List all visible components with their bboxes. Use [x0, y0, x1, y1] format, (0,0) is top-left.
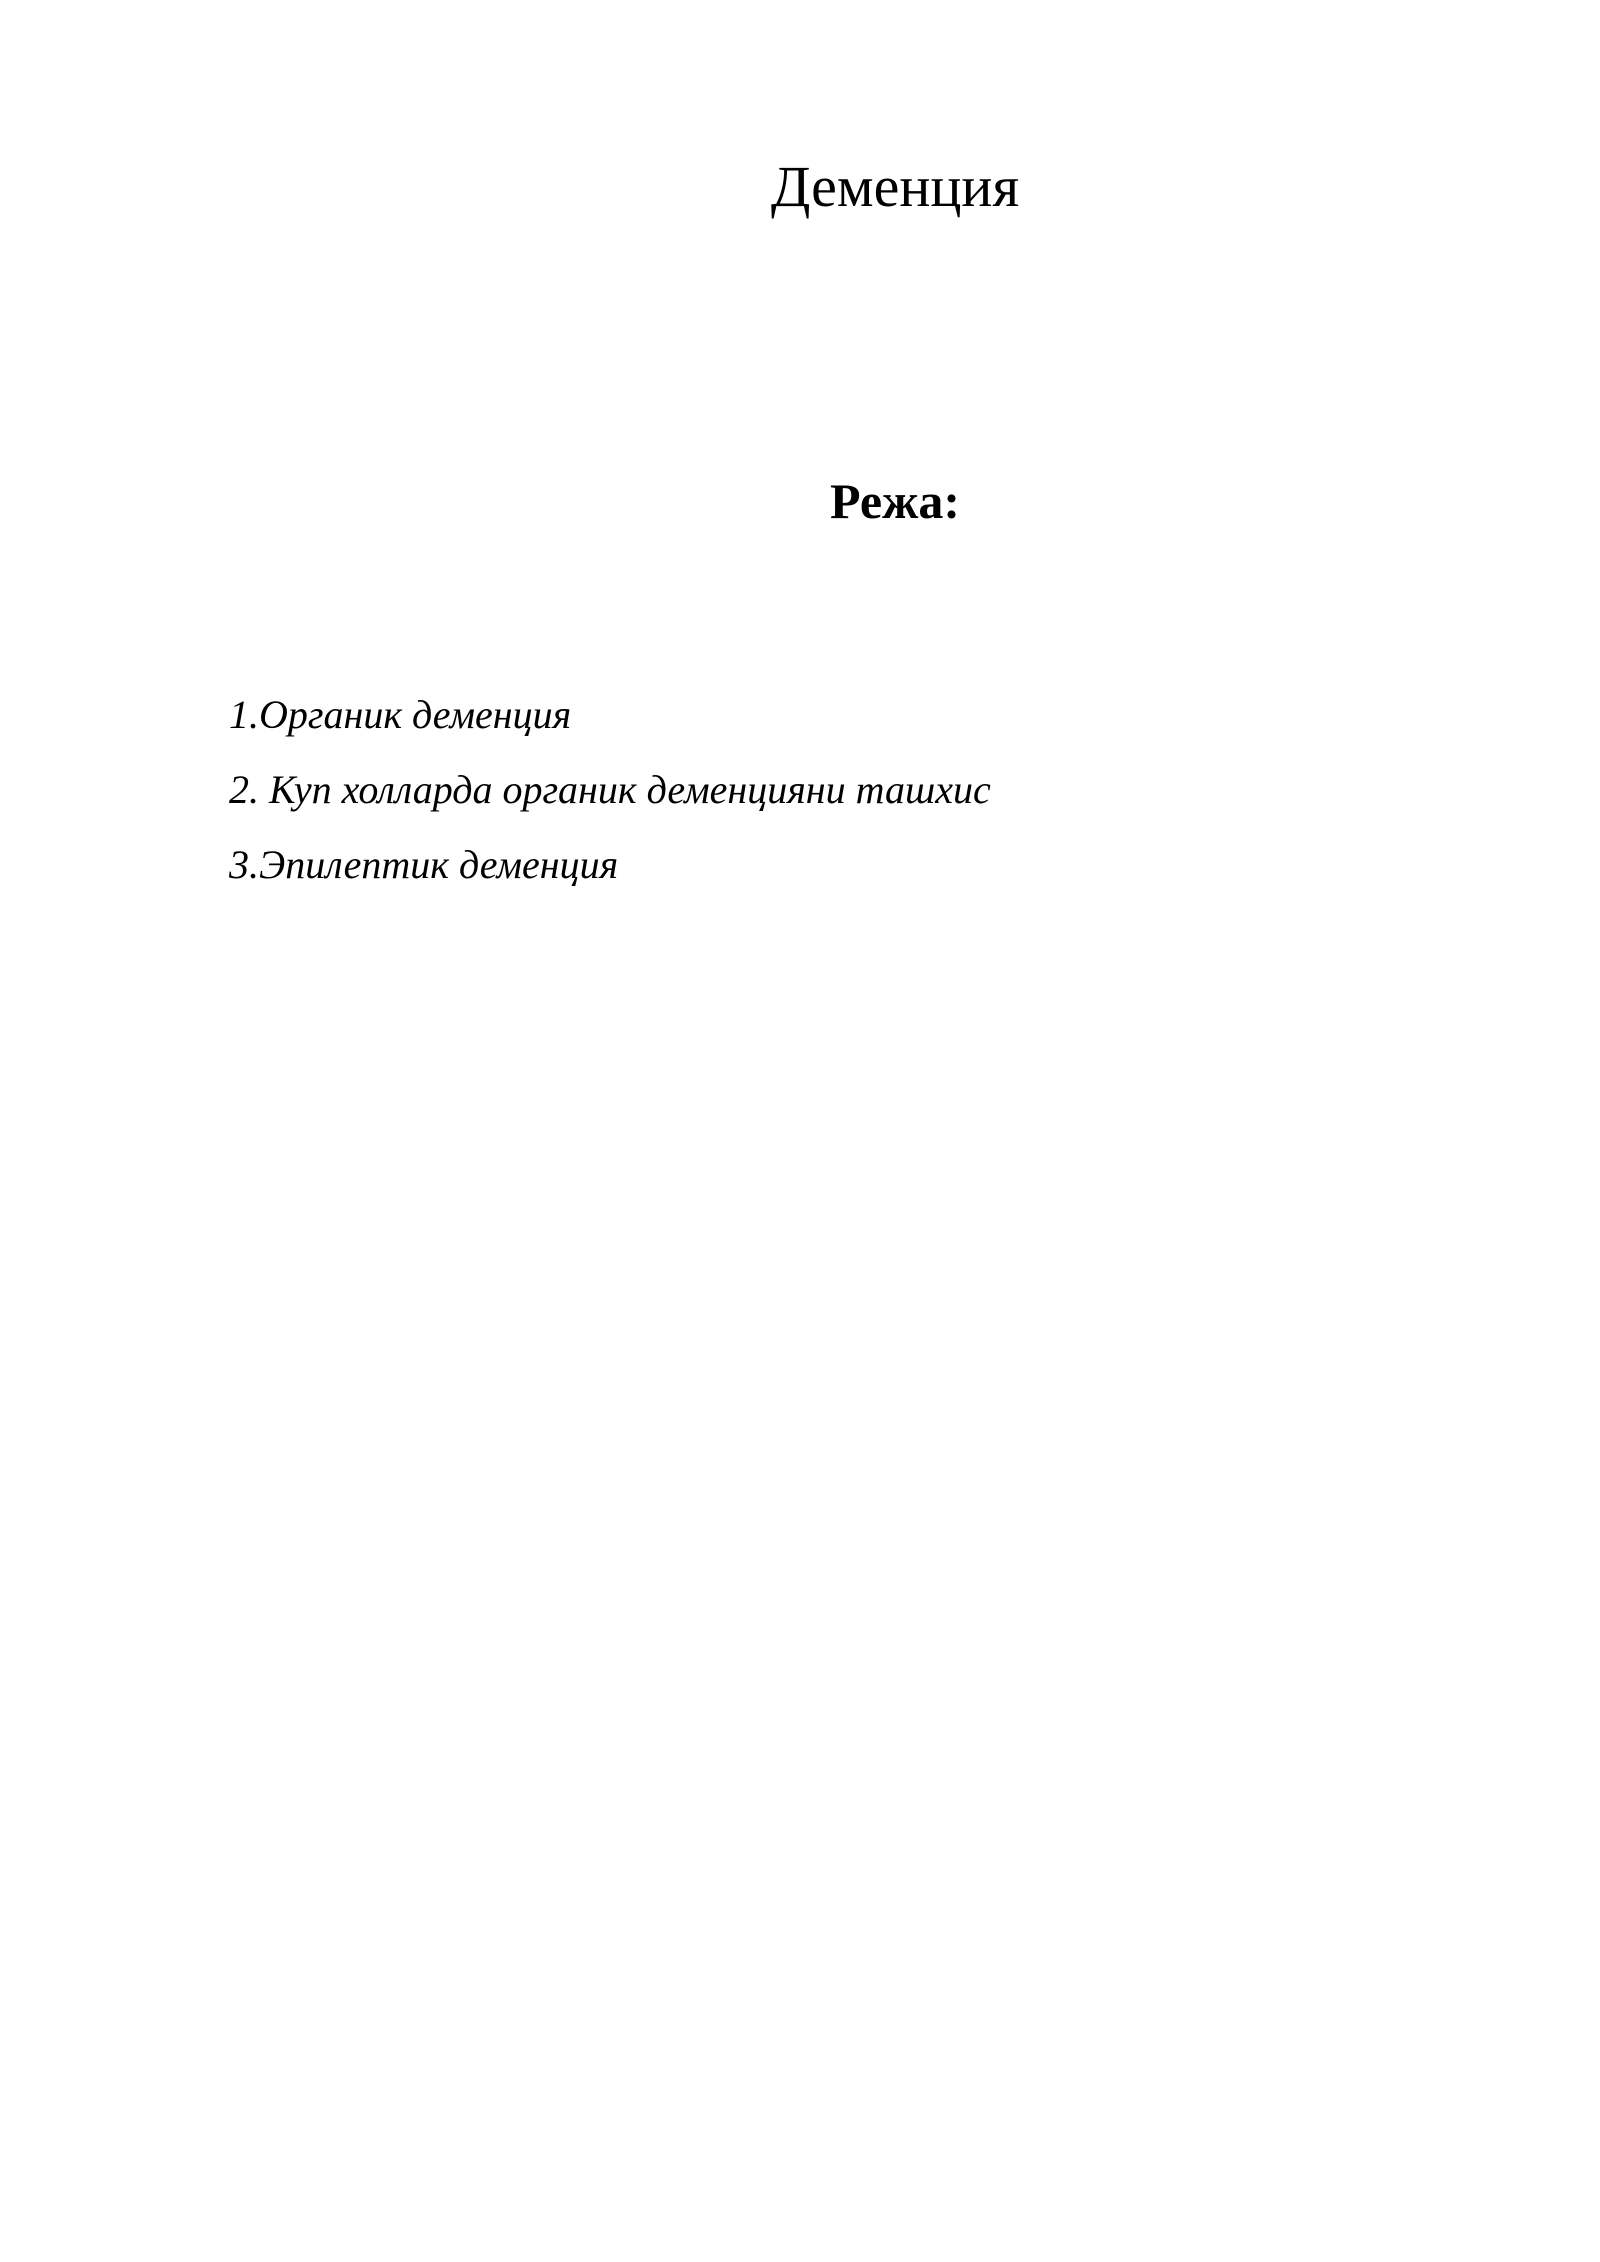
plan-item-organic-dementia: 1.Органик деменция — [229, 692, 572, 737]
document-title: Деменция — [770, 154, 1020, 219]
plan-list — [229, 690, 991, 915]
plan-heading: Режа: — [830, 473, 960, 529]
plan-item-diagnosis: 2. Куп холларда органик деменцияни ташхис — [229, 767, 991, 812]
plan-item-epileptic-dementia: 3.Эпилептик деменция — [229, 842, 619, 887]
